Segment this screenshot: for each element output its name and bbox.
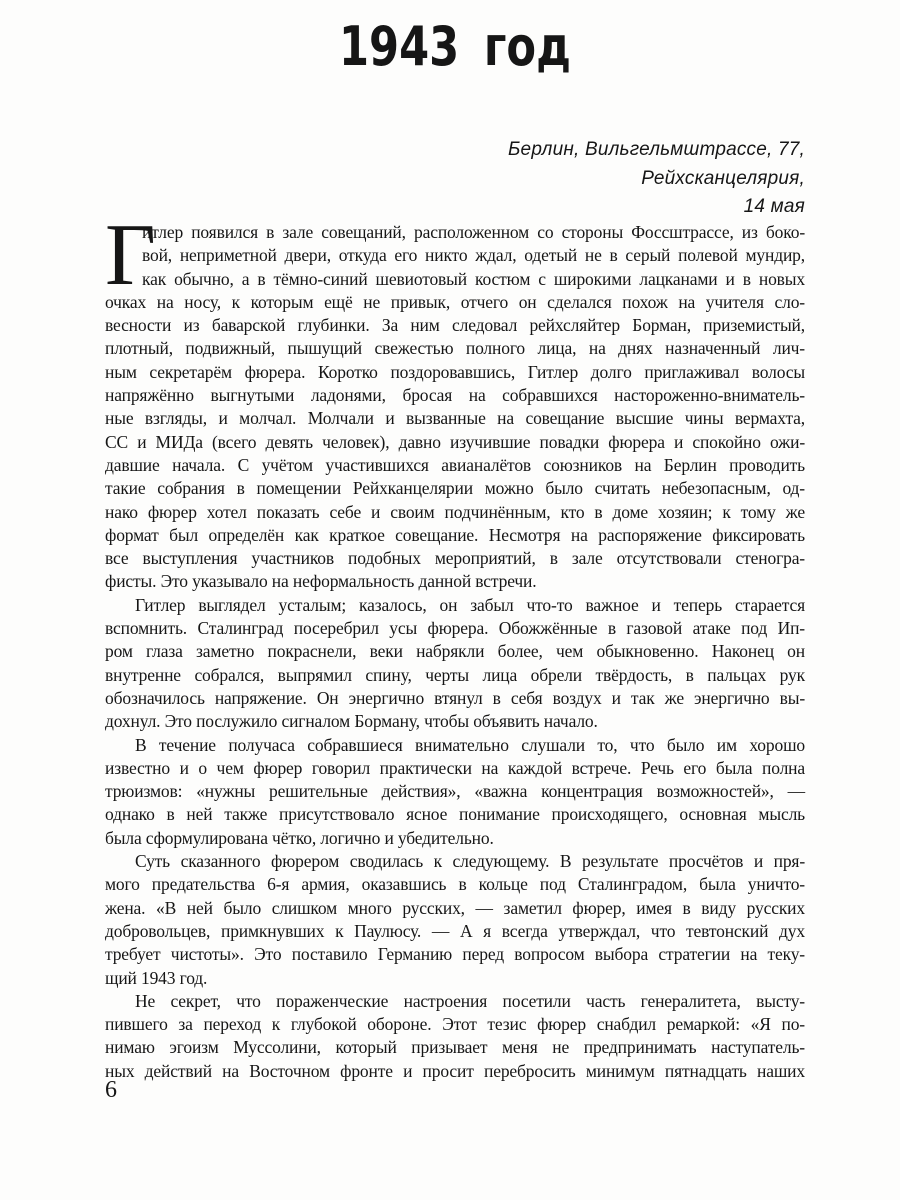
- dateline-line: 14 мая: [743, 196, 805, 217]
- text-line: нако фюрер хотел показать себе и своим подчинённым, кто в доме хозяин; к тому же: [105, 501, 805, 522]
- text-line: СС и МИДа (всего девять человек), давно изучившие повадки фюрера и спокойно ожи-: [105, 431, 805, 452]
- text-line: ным секретарём фюрера. Коротко поздоровавшись, Гитлер долго приглаживал волосы: [105, 361, 805, 382]
- text-line: ром глаза заметно покраснели, веки набрякли более, чем обыкновенно. Наконец он: [105, 641, 805, 662]
- dateline-line: Берлин, Вильгельмштрассе, 77,: [507, 139, 805, 160]
- text-line: обозначилось напряжение. Он энергично втянул в себя воздух и так же энергично вы-: [105, 687, 805, 708]
- drop-cap: Г: [105, 207, 156, 304]
- paragraph: [105, 207, 805, 594]
- paragraph: [105, 850, 805, 990]
- paragraph: [105, 990, 805, 1083]
- text-line: требует чистоты». Это поставило Германию перед вопросом выбора стратегии на теку-: [105, 944, 805, 965]
- text-line: жена. «В ней было слишком много русских, — заметил фюрер, имея в виду русских: [105, 897, 805, 918]
- paragraph: [105, 594, 805, 734]
- text-line: очках на носу, к которым ещё не привык, отчего он сделался похож на учителя сло-: [105, 291, 805, 312]
- text-line: Не секрет, что пораженческие настроения посетили часть генералитета, высту-: [135, 990, 805, 1011]
- dateline-line: Рейхсканцелярия,: [641, 167, 805, 189]
- text-line: известно и о чем фюрер говорил практически на каждой встрече. Речь его была полна: [105, 757, 805, 778]
- text-line: все выступления участников подобных мероприятий, в зале отсутствовали стеногра-: [105, 548, 805, 569]
- text-line: внутренне собрался, выпрямил спину, черты лица обрели твёрдость, в пальцах рук: [105, 664, 805, 685]
- text-line: дохнул. Это послужило сигналом Борману, чтобы объявить начало.: [105, 711, 598, 732]
- text-line: вспомнить. Сталинград посеребрил усы фюрера. Обожжённые в газовой атаке под Ип-: [105, 618, 805, 639]
- text-line: давшие начала. С учётом участившихся авианалётов союзников на Берлин проводить: [105, 454, 805, 475]
- dateline: [105, 136, 805, 222]
- text-line: однако в ней также присутствовало ясное понимание происходящего, основная мысль: [105, 804, 805, 825]
- paragraph: [105, 734, 805, 850]
- text-line: Суть сказанного фюрером сводилась к следующему. В результате просчётов и пря-: [135, 851, 805, 872]
- text-line: фисты. Это указывало на неформальность данной встречи.: [105, 571, 537, 592]
- text-line: была сформулирована чётко, логично и убедительно.: [105, 827, 494, 848]
- text-line: напряжённо выгнутыми ладонями, бросая на собравшихся настороженно-вниматель-: [105, 385, 805, 406]
- text-line: весности из баварской глубинки. За ним следовал рейхсляйтер Борман, приземистый,: [105, 315, 805, 336]
- text-line: плотный, подвижный, пышущий свежестью полного лица, на днях назначенный лич-: [105, 338, 805, 359]
- text-line: добровольцев, примкнувших к Паулюсу. — А я всегда утверждал, что тевтонский дух: [105, 920, 805, 941]
- text-line: вой, неприметной двери, откуда его никто ждал, одетый не в серый полевой мундир,: [142, 245, 805, 266]
- text-line: ных действий на Восточном фронте и просит перебросить минимум пятнадцать наших: [105, 1060, 805, 1081]
- text-line: итлер появился в зале совещаний, расположенном со стороны Фоссштрассе, из боко-: [142, 222, 805, 242]
- text-line: щий 1943 год.: [105, 967, 208, 988]
- chapter-title: 1943 год: [338, 15, 571, 78]
- text-line: Гитлер выглядел усталым; казалось, он забыл что-то важное и теперь старается: [135, 594, 805, 615]
- text-line: такие собрания в помещении Рейхканцелярии можно было считать небезопасным, од-: [105, 478, 805, 499]
- text-line: В течение получаса собравшиеся внимательно слушали то, что было им хорошо: [135, 734, 805, 755]
- text-line: ные взгляды, и молчал. Молчали и вызванные на совещание высшие чины вермахта,: [105, 408, 805, 429]
- text-line: пившего за переход к глубокой обороне. Этот тезис фюрер снабдил ремаркой: «Я по-: [105, 1014, 805, 1035]
- text-line: формат был определён как краткое совещание. Несмотря на распоряжение фиксировать: [105, 524, 805, 545]
- text-line: трюизмов: «нужны решительные действия», «важна концентрация возможностей», —: [105, 781, 805, 802]
- text-line: мого предательства 6-я армия, оказавшись в кольце под Сталинградом, была уничто-: [105, 874, 805, 895]
- page-number: 6: [105, 1077, 117, 1103]
- text-line: как обычно, а в тёмно-синий шевиотовый костюм с широкими лацканами и в новых: [142, 268, 805, 289]
- text-line: нимаю эгоизм Муссолини, который призывает меня не предпринимать наступатель-: [105, 1037, 805, 1058]
- body-text: [105, 207, 805, 1083]
